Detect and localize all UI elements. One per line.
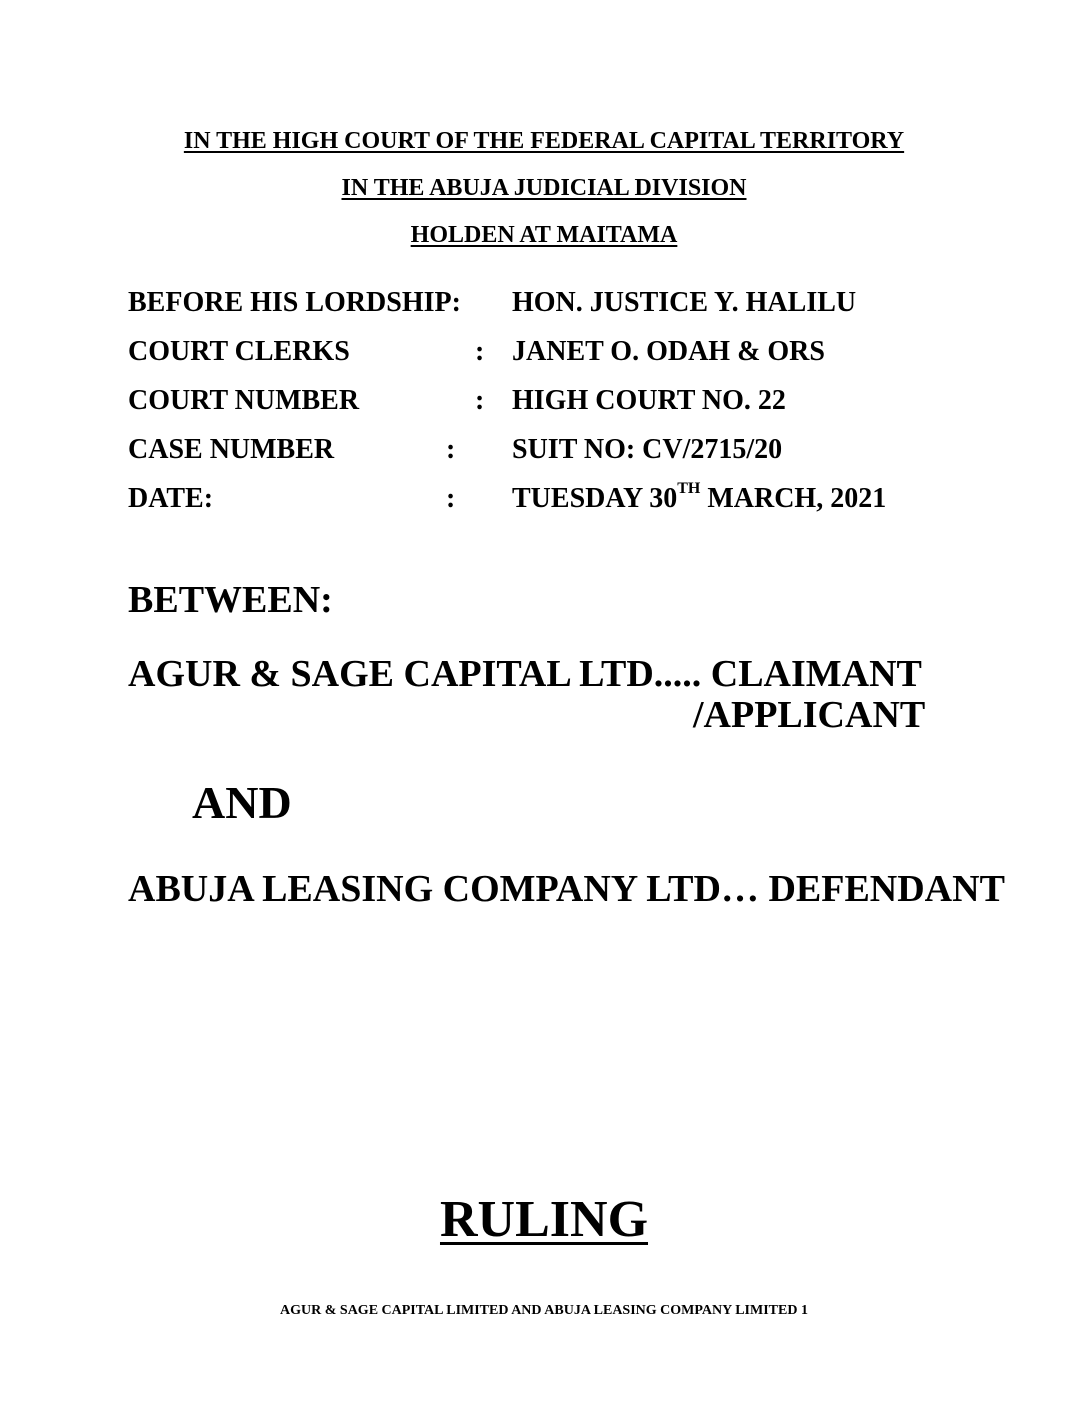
detail-sep-case-number: :	[446, 434, 456, 465]
detail-label-lordship: BEFORE HIS LORDSHIP:	[128, 287, 461, 318]
detail-label-court-number: COURT NUMBER	[128, 385, 360, 416]
date-ordinal-suffix: TH	[677, 479, 701, 497]
detail-label-clerks: COURT CLERKS	[128, 336, 350, 367]
date-suffix: MARCH, 2021	[700, 483, 887, 514]
court-title: IN THE HIGH COURT OF THE FEDERAL CAPITAL TERRITORY	[183, 128, 905, 154]
holden-at: HOLDEN AT MAITAMA	[410, 222, 678, 248]
detail-sep-date: :	[446, 483, 456, 514]
between-heading: BETWEEN:	[128, 579, 333, 621]
detail-sep-court-number: :	[475, 385, 485, 416]
detail-value-clerks: JANET O. ODAH & ORS	[512, 336, 825, 367]
detail-value-court-number: HIGH COURT NO. 22	[512, 385, 786, 416]
detail-value-case-number: SUIT NO: CV/2715/20	[512, 434, 783, 465]
detail-label-case-number: CASE NUMBER	[128, 434, 335, 465]
claimant-name: AGUR & SAGE CAPITAL LTD..... CLAIMANT	[128, 653, 922, 695]
detail-sep-clerks: :	[475, 336, 485, 367]
page-footer: AGUR & SAGE CAPITAL LIMITED AND ABUJA LEASING COMPANY LIMITED 1	[280, 1303, 808, 1318]
defendant-name: ABUJA LEASING COMPANY LTD… DEFENDANT	[128, 868, 1005, 910]
detail-value-lordship: HON. JUSTICE Y. HALILU	[512, 287, 857, 318]
and-separator: AND	[192, 777, 292, 828]
division-title: IN THE ABUJA JUDICIAL DIVISION	[341, 175, 747, 201]
detail-value-date	[512, 479, 887, 515]
claimant-role: /APPLICANT	[693, 694, 926, 736]
date-prefix: TUESDAY 30	[512, 483, 678, 514]
document-title: RULING	[439, 1191, 649, 1248]
detail-label-date: DATE:	[128, 483, 214, 514]
